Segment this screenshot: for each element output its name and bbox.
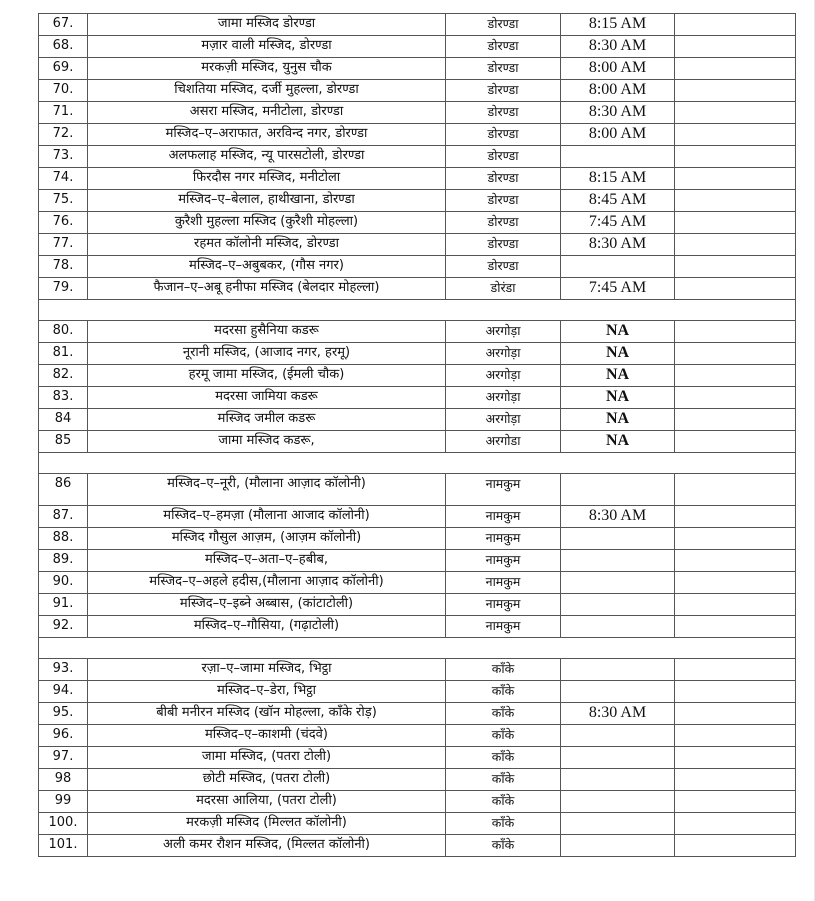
table-row (39, 409, 796, 431)
serial-number-cell: 100. (39, 813, 88, 835)
table-body (39, 14, 796, 857)
table-row (39, 681, 796, 703)
serial-number-cell: 68. (39, 36, 88, 58)
section-separator (39, 453, 796, 474)
table-row (39, 813, 796, 835)
remark-cell (675, 168, 796, 190)
serial-number-cell: 81. (39, 343, 88, 365)
serial-number-cell: 85 (39, 431, 88, 453)
table-row (39, 659, 796, 681)
serial-number-cell: 84 (39, 409, 88, 431)
prayer-time-cell: 8:30 AM (561, 102, 675, 124)
remark-cell (675, 528, 796, 550)
area-cell: काँके (446, 791, 561, 813)
mosque-name-cell: रहमत कॉलोनी मस्जिद, डोरण्डा (88, 234, 446, 256)
area-cell: अरगोड़ा (446, 343, 561, 365)
remark-cell (675, 14, 796, 36)
mosque-name-cell: चिशतिया मस्जिद, दर्जी मुहल्ला, डोरण्डा (88, 80, 446, 102)
table-row (39, 234, 796, 256)
area-cell: डोरण्डा (446, 234, 561, 256)
area-cell: डोरंडा (446, 278, 561, 300)
table-row (39, 102, 796, 124)
table-row (39, 58, 796, 80)
remark-cell (675, 36, 796, 58)
remark-cell (675, 835, 796, 857)
prayer-time-cell: NA (561, 409, 675, 431)
serial-number-cell: 75. (39, 190, 88, 212)
remark-cell (675, 703, 796, 725)
remark-cell (675, 813, 796, 835)
table-row (39, 146, 796, 168)
mosque-name-cell: मस्जिद–ए–हमज़ा (मौलाना आजाद कॉलोनी) (88, 506, 446, 528)
mosque-name-cell: मस्जिद–ए–काशमी (चंदवे) (88, 725, 446, 747)
table-row (39, 256, 796, 278)
prayer-time-cell (561, 659, 675, 681)
table-row (39, 365, 796, 387)
mosque-name-cell: मदरसा जामिया कडरू (88, 387, 446, 409)
prayer-time-cell: NA (561, 387, 675, 409)
remark-cell (675, 343, 796, 365)
mosque-name-cell: मस्जिद–ए–बेलाल, हाथीखाना, डोरण्डा (88, 190, 446, 212)
area-cell: अरगोड़ा (446, 321, 561, 343)
prayer-time-cell (561, 747, 675, 769)
table-row (39, 124, 796, 146)
table-row (39, 506, 796, 528)
mosque-name-cell: कुरैशी मुहल्ला मस्जिद (कुरैशी मोहल्ला) (88, 212, 446, 234)
mosque-name-cell: मस्जिद–ए–डेरा, भिट्ठा (88, 681, 446, 703)
remark-cell (675, 387, 796, 409)
serial-number-cell: 91. (39, 594, 88, 616)
remark-cell (675, 278, 796, 300)
section-separator (39, 300, 796, 321)
table-row (39, 278, 796, 300)
prayer-time-cell (561, 550, 675, 572)
prayer-time-cell: 8:30 AM (561, 506, 675, 528)
mosque-name-cell: मदरसा हुसैनिया कडरू (88, 321, 446, 343)
table-row (39, 474, 796, 506)
prayer-time-cell: 8:30 AM (561, 234, 675, 256)
prayer-time-cell (561, 813, 675, 835)
prayer-time-cell (561, 572, 675, 594)
table-row (39, 80, 796, 102)
mosque-name-cell: मस्जिद जमील कडरू (88, 409, 446, 431)
serial-number-cell: 83. (39, 387, 88, 409)
remark-cell (675, 409, 796, 431)
serial-number-cell: 87. (39, 506, 88, 528)
prayer-time-cell (561, 146, 675, 168)
remark-cell (675, 681, 796, 703)
serial-number-cell: 93. (39, 659, 88, 681)
table-row (39, 528, 796, 550)
area-cell: काँके (446, 703, 561, 725)
prayer-time-cell: 8:00 AM (561, 124, 675, 146)
remark-cell (675, 616, 796, 638)
area-cell: नामकुम (446, 528, 561, 550)
area-cell: अरगोडा (446, 431, 561, 453)
area-cell: डोरण्डा (446, 256, 561, 278)
mosque-name-cell: अलफलाह मस्जिद, न्यू पारसटोली, डोरण्डा (88, 146, 446, 168)
prayer-time-cell: NA (561, 365, 675, 387)
remark-cell (675, 365, 796, 387)
prayer-time-cell (561, 769, 675, 791)
area-cell: काँके (446, 747, 561, 769)
serial-number-cell: 101. (39, 835, 88, 857)
remark-cell (675, 58, 796, 80)
area-cell: डोरण्डा (446, 146, 561, 168)
mosque-name-cell: मस्जिद–ए–अहले हदीस,(मौलाना आज़ाद कॉलोनी) (88, 572, 446, 594)
serial-number-cell: 71. (39, 102, 88, 124)
mosque-name-cell: नूरानी मस्जिद, (आजाद नगर, हरमू) (88, 343, 446, 365)
mosque-name-cell: मज़ार वाली मस्जिद, डोरण्डा (88, 36, 446, 58)
area-cell: काँके (446, 681, 561, 703)
area-cell: डोरण्डा (446, 14, 561, 36)
separator-cell (39, 453, 796, 474)
serial-number-cell: 69. (39, 58, 88, 80)
table-row (39, 36, 796, 58)
serial-number-cell: 86 (39, 474, 88, 506)
remark-cell (675, 791, 796, 813)
table-row (39, 725, 796, 747)
prayer-time-cell: 8:15 AM (561, 14, 675, 36)
area-cell: डोरण्डा (446, 212, 561, 234)
remark-cell (675, 506, 796, 528)
table-row (39, 835, 796, 857)
serial-number-cell: 99 (39, 791, 88, 813)
area-cell: डोरण्डा (446, 190, 561, 212)
mosque-name-cell: मस्जिद–ए–अराफात, अरविन्द नगर, डोरण्डा (88, 124, 446, 146)
mosque-name-cell: मरकज़ी मस्जिद (मिल्लत कॉलोनी) (88, 813, 446, 835)
serial-number-cell: 94. (39, 681, 88, 703)
mosque-name-cell: मस्जिद–ए–नूरी, (मौलाना आज़ाद कॉलोनी) (88, 474, 446, 506)
area-cell: अरगोड़ा (446, 409, 561, 431)
table-row (39, 321, 796, 343)
mosque-name-cell: मरकज़ी मस्जिद, युनुस चौक (88, 58, 446, 80)
remark-cell (675, 321, 796, 343)
serial-number-cell: 98 (39, 769, 88, 791)
area-cell: काँके (446, 769, 561, 791)
area-cell: नामकुम (446, 572, 561, 594)
remark-cell (675, 256, 796, 278)
area-cell: काँके (446, 659, 561, 681)
table-row (39, 616, 796, 638)
mosque-name-cell: छोटी मस्जिद, (पतरा टोली) (88, 769, 446, 791)
mosque-name-cell: मस्जिद–ए–इब्ने अब्बास, (कांटाटोली) (88, 594, 446, 616)
prayer-time-cell: NA (561, 343, 675, 365)
prayer-time-cell: 8:45 AM (561, 190, 675, 212)
prayer-time-cell (561, 256, 675, 278)
table-row (39, 747, 796, 769)
serial-number-cell: 96. (39, 725, 88, 747)
area-cell: नामकुम (446, 616, 561, 638)
remark-cell (675, 659, 796, 681)
table-row (39, 791, 796, 813)
mosque-name-cell: फिरदौस नगर मस्जिद, मनीटोला (88, 168, 446, 190)
area-cell: नामकुम (446, 506, 561, 528)
area-cell: काँके (446, 835, 561, 857)
prayer-time-cell: 8:30 AM (561, 703, 675, 725)
serial-number-cell: 72. (39, 124, 88, 146)
area-cell: नामकुम (446, 474, 561, 506)
prayer-time-cell (561, 528, 675, 550)
prayer-time-cell: NA (561, 321, 675, 343)
prayer-time-cell: 8:00 AM (561, 80, 675, 102)
table-row (39, 550, 796, 572)
remark-cell (675, 594, 796, 616)
table-row (39, 431, 796, 453)
prayer-time-cell (561, 594, 675, 616)
mosque-name-cell: मस्जिद–ए–अबुबकर, (गौस नगर) (88, 256, 446, 278)
remark-cell (675, 212, 796, 234)
mosque-name-cell: मदरसा आलिया, (पतरा टोली) (88, 791, 446, 813)
area-cell: डोरण्डा (446, 58, 561, 80)
area-cell: काँके (446, 813, 561, 835)
serial-number-cell: 92. (39, 616, 88, 638)
serial-number-cell: 77. (39, 234, 88, 256)
mosque-name-cell: रज़ा–ए–जामा मस्जिद, भिट्ठा (88, 659, 446, 681)
mosque-name-cell: बीबी मनीरन मस्जिद (खॉन मोहल्ला, कॉंके रोड़) (88, 703, 446, 725)
serial-number-cell: 90. (39, 572, 88, 594)
mosque-name-cell: असरा मस्जिद, मनीटोला, डोरण्डा (88, 102, 446, 124)
prayer-time-cell: NA (561, 431, 675, 453)
prayer-time-cell: 8:15 AM (561, 168, 675, 190)
table-row (39, 769, 796, 791)
table-row (39, 190, 796, 212)
area-cell: डोरण्डा (446, 168, 561, 190)
serial-number-cell: 97. (39, 747, 88, 769)
mosque-name-cell: फैजान–ए–अबू हनीफा मस्जिद (बेलदार मोहल्ला) (88, 278, 446, 300)
remark-cell (675, 474, 796, 506)
mosque-name-cell: जामा मस्जिद, (पतरा टोली) (88, 747, 446, 769)
area-cell: काँके (446, 725, 561, 747)
prayer-time-cell (561, 725, 675, 747)
table-row (39, 14, 796, 36)
serial-number-cell: 88. (39, 528, 88, 550)
remark-cell (675, 124, 796, 146)
prayer-time-cell: 7:45 AM (561, 212, 675, 234)
area-cell: नामकुम (446, 594, 561, 616)
remark-cell (675, 102, 796, 124)
mosque-name-cell: हरमू जामा मस्जिद, (ईमली चौक) (88, 365, 446, 387)
prayer-time-cell (561, 681, 675, 703)
prayer-time-cell (561, 474, 675, 506)
remark-cell (675, 572, 796, 594)
remark-cell (675, 550, 796, 572)
serial-number-cell: 67. (39, 14, 88, 36)
prayer-time-cell: 8:00 AM (561, 58, 675, 80)
serial-number-cell: 95. (39, 703, 88, 725)
separator-cell (39, 638, 796, 659)
remark-cell (675, 146, 796, 168)
serial-number-cell: 76. (39, 212, 88, 234)
serial-number-cell: 79. (39, 278, 88, 300)
table-row (39, 594, 796, 616)
area-cell: डोरण्डा (446, 80, 561, 102)
table-row (39, 343, 796, 365)
area-cell: अरगोड़ा (446, 387, 561, 409)
table-row (39, 572, 796, 594)
serial-number-cell: 82. (39, 365, 88, 387)
area-cell: अरगोड़ा (446, 365, 561, 387)
section-separator (39, 638, 796, 659)
remark-cell (675, 80, 796, 102)
mosque-name-cell: मस्जिद गौसुल आज़म, (आज़म कॉलोनी) (88, 528, 446, 550)
serial-number-cell: 89. (39, 550, 88, 572)
table-row (39, 168, 796, 190)
remark-cell (675, 190, 796, 212)
prayer-time-cell: 7:45 AM (561, 278, 675, 300)
remark-cell (675, 431, 796, 453)
serial-number-cell: 73. (39, 146, 88, 168)
serial-number-cell: 70. (39, 80, 88, 102)
table-row (39, 387, 796, 409)
serial-number-cell: 78. (39, 256, 88, 278)
prayer-time-cell: 8:30 AM (561, 36, 675, 58)
table-row (39, 703, 796, 725)
table-row (39, 212, 796, 234)
mosque-name-cell: अली कमर रौशन मस्जिद, (मिल्लत कॉलोनी) (88, 835, 446, 857)
mosque-schedule-table (38, 13, 796, 857)
area-cell: डोरण्डा (446, 124, 561, 146)
remark-cell (675, 725, 796, 747)
remark-cell (675, 234, 796, 256)
separator-cell (39, 300, 796, 321)
serial-number-cell: 80. (39, 321, 88, 343)
mosque-name-cell: मस्जिद–ए–अता–ए–हबीब, (88, 550, 446, 572)
prayer-time-cell (561, 791, 675, 813)
prayer-time-cell (561, 835, 675, 857)
remark-cell (675, 769, 796, 791)
mosque-name-cell: मस्जिद–ए–गौसिया, (गढ़ाटोली) (88, 616, 446, 638)
mosque-name-cell: जामा मस्जिद कडरू, (88, 431, 446, 453)
prayer-time-cell (561, 616, 675, 638)
area-cell: डोरण्डा (446, 36, 561, 58)
area-cell: नामकुम (446, 550, 561, 572)
serial-number-cell: 74. (39, 168, 88, 190)
area-cell: डोरण्डा (446, 102, 561, 124)
remark-cell (675, 747, 796, 769)
mosque-name-cell: जामा मस्जिद डोरण्डा (88, 14, 446, 36)
